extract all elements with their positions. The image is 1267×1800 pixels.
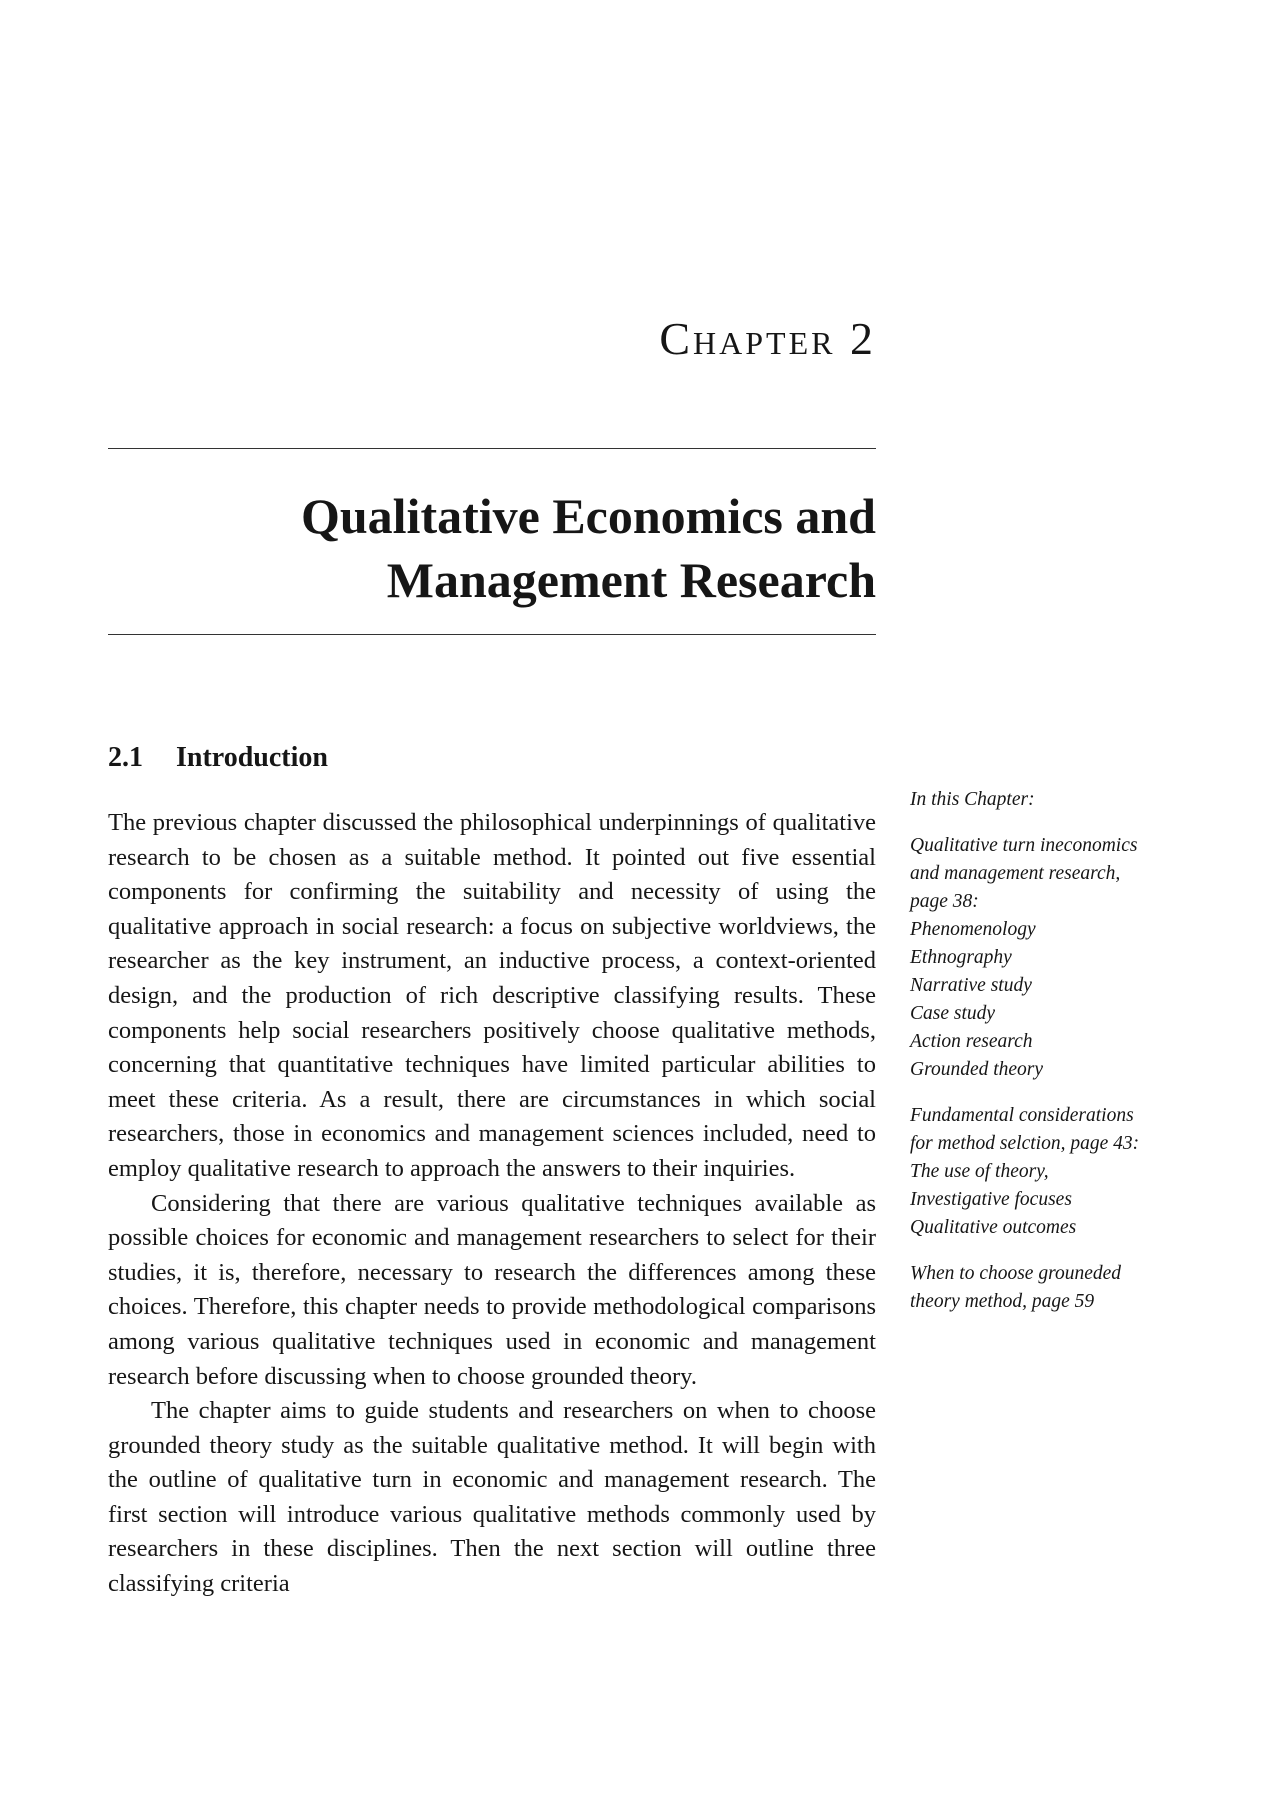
body-paragraph: Considering that there are various qualitative techniques available as possible choices for economic and management researchers to select for their studies, it is, therefore, necessary to research the differences among these choices. Therefore, this chapter needs to provide methodological comparisons among various qualitative techniques used in economic and management research before discussing when to choose grounded theory. [108,1189,876,1390]
chapter-title-line: Qualitative Economics and [300,488,876,544]
margin-note-group [910,1260,1170,1316]
margin-note-line: Ethnography [910,947,1012,968]
body-paragraph: The previous chapter discussed the philosophical underpinnings of qualitative research to be chosen as a suitable method. It pointed out five essential components for confirming the suitability and necessity of using the qualitative approach in social research: a focus on subjective worldviews, the researcher as the key instrument, an inductive process, a context-oriented design, and the production of rich descriptive classifying results. These components help social researchers positively choose qualitative methods, concerning that quantitative techniques have limited particular abilities to meet these criteria. As a result, there are circumstances in which social researchers, those in economics and management sciences included, need to employ qualitative research to approach the answers to their inquiries. [108,809,876,1182]
margin-note-line: Grounded theory [910,1059,1044,1080]
section-heading [108,741,328,775]
margin-note-line: When to choose grouneded [910,1263,1122,1284]
margin-note-heading: In this Chapter: [910,789,1035,810]
margin-note [910,786,1170,1334]
margin-note-line: Action research [910,1031,1033,1052]
margin-note-line: The use of theory, [910,1161,1049,1182]
margin-note-line: page 38: [910,891,979,912]
margin-note-line: Qualitative outcomes [910,1217,1077,1238]
body-text [108,806,876,1602]
margin-note-line: Qualitative turn ineconomics [910,835,1138,856]
margin-note-line: for method selction, page 43: [910,1133,1140,1154]
margin-note-line: Phenomenology [910,919,1036,940]
top-divider [108,448,876,449]
body-paragraph: The chapter aims to guide students and researchers on when to choose grounded theory study as the suitable qualitative method. It will begin with the outline of qualitative turn in economic and management research. The first section will introduce various qualitative methods commonly used by researchers in these disciplines. Then the next section will outline three classifying criteria [108,1397,876,1598]
section-title: Introduction [176,742,328,773]
chapter-label: Chapter 2 [659,313,876,364]
margin-note-group [910,1102,1170,1242]
margin-note-line: Narrative study [910,975,1032,996]
chapter-title-line: Management Research [386,552,876,608]
chapter-title [108,484,876,612]
margin-note-line: Investigative focuses [910,1189,1072,1210]
section-number: 2.1 [108,742,143,773]
margin-note-line: Fundamental considerations [910,1105,1134,1126]
margin-note-line: Case study [910,1003,996,1024]
margin-note-line: theory method, page 59 [910,1291,1095,1312]
margin-note-line: and management research, [910,863,1121,884]
bottom-divider [108,634,876,635]
margin-note-group [910,832,1170,1084]
